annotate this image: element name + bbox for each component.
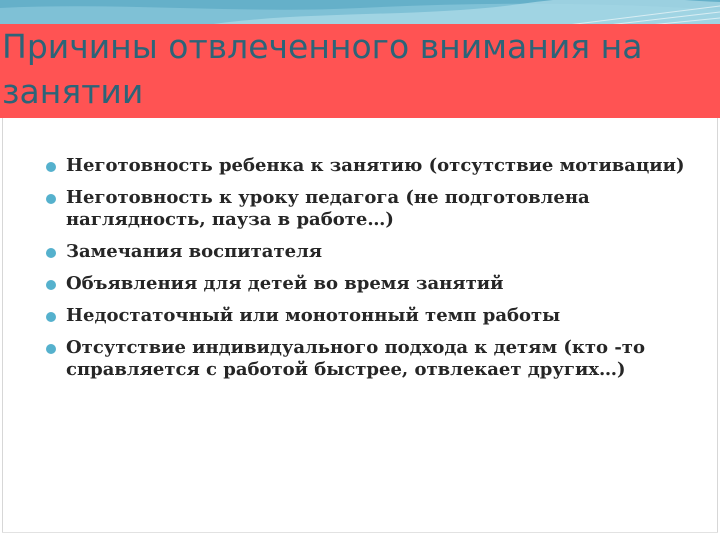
- circle-bullet-icon: [46, 344, 56, 354]
- bullet-item: [46, 187, 686, 231]
- bullet-text: Объявления для детей во время занятий: [66, 273, 504, 294]
- bullet-text: Отсутствие индивидуального подхода к детям (кто -то справляется с работой быстрее, отвлекает других…): [66, 337, 645, 380]
- slide-title-line-1: Причины отвлеченного внимания на: [2, 27, 643, 66]
- slide-title: [2, 24, 716, 114]
- circle-bullet-icon: [46, 280, 56, 290]
- circle-bullet-icon: [46, 162, 56, 172]
- bullet-item: [46, 337, 686, 381]
- bullet-item: [46, 305, 686, 327]
- wave-decoration-icon: [0, 0, 720, 26]
- frame-bottom-border: [2, 532, 718, 533]
- bullet-text: Недостаточный или монотонный темп работы: [66, 305, 561, 326]
- bullet-text: Неготовность ребенка к занятию (отсутствие мотивации): [66, 155, 685, 176]
- bullet-item: [46, 241, 686, 263]
- bullet-item: [46, 155, 686, 177]
- bullet-text: Неготовность к уроку педагога (не подготовлена наглядность, пауза в работе…): [66, 187, 590, 230]
- circle-bullet-icon: [46, 312, 56, 322]
- bullet-text: Замечания воспитателя: [66, 241, 323, 262]
- bullet-list: [46, 155, 686, 391]
- top-decoration: [0, 0, 720, 26]
- frame-right-border: [717, 118, 718, 532]
- bullet-item: [46, 273, 686, 295]
- slide-title-line-2: занятии: [2, 72, 144, 111]
- circle-bullet-icon: [46, 194, 56, 204]
- frame-left-border: [2, 118, 3, 532]
- circle-bullet-icon: [46, 248, 56, 258]
